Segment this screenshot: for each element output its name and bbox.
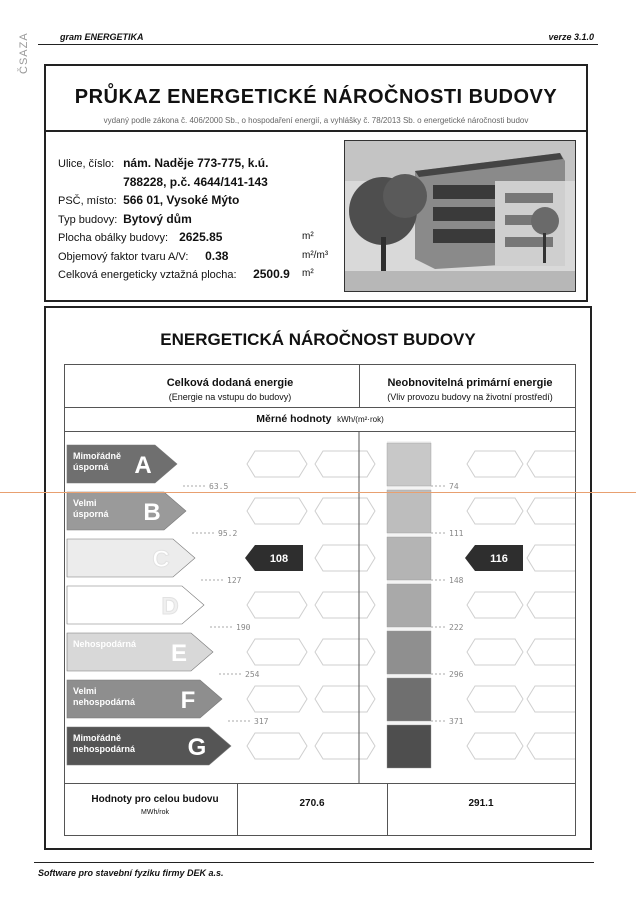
placeholder-arrow-c2 [467,498,523,524]
primary-scale-segment-d [387,584,431,627]
energy-performance-box [44,306,592,850]
building-info [58,154,329,284]
factor-unit: m²/m³ [302,249,329,261]
street-label: Ulice, číslo: [58,158,115,170]
class-letter-c: C [152,546,170,573]
placeholder-arrow-c2 [527,545,575,571]
program-name: gram ENERGETIKA [60,32,144,42]
ref-row [58,265,314,284]
specific-label: Měrné hodnoty [256,413,332,425]
placeholder-arrow-c2 [467,451,523,477]
totals-row [65,783,575,836]
class-label2-f: nehospodárná [73,697,136,707]
primary-energy-value: 116 [490,553,508,565]
ref-unit: m² [302,268,314,279]
scan-artifact-line [0,492,636,493]
totals-divider-2 [387,784,388,836]
energy-scale-chart [65,365,575,783]
threshold-label-c2: 371 [449,717,464,726]
class-label-f: Velmi [73,686,97,696]
placeholder-arrow-c2 [467,733,523,759]
psc-label: PSČ, místo: [58,195,117,207]
class-label-e: Nehospodárná [73,639,137,649]
psc-value: 566 01, Vysoké Mýto [123,193,240,207]
document-subtitle: vydaný podle zákona č. 406/2000 Sb., o hospodaření energií, a vyhlášky č. 78/2013 Sb. o energetické náročnosti budov [103,116,529,125]
col2-title: Neobnovitelná primární energie [387,377,553,389]
placeholder-arrow-c1 [315,451,375,477]
primary-scale-segment-g [387,725,431,768]
class-label-b: Velmi [73,498,97,508]
placeholder-arrow-c1 [247,592,307,618]
area-value: 2625.85 [179,230,223,244]
delivered-energy-value: 108 [269,553,289,565]
placeholder-arrow-c2 [527,733,575,759]
total-primary-energy: 291.1 [468,798,494,809]
footer-divider [34,862,594,863]
ref-label: Celková energeticky vztažná plocha: [58,269,237,281]
street-value-2: 788228, p.č. 4644/141-143 [123,174,268,189]
class-letter-f: F [180,687,196,714]
class-letter-a: A [134,452,152,479]
placeholder-arrow-c1 [315,592,375,618]
threshold-label-c2: 148 [449,576,464,585]
totals-unit: MWh/rok [141,809,169,816]
total-delivered-energy: 270.6 [299,798,325,809]
area-row [58,228,314,247]
placeholder-arrow-c1 [247,639,307,665]
placeholder-arrow-c2 [467,639,523,665]
placeholder-arrow-c1 [315,498,375,524]
placeholder-arrow-c2 [527,498,575,524]
placeholder-arrow-c2 [527,592,575,618]
building-info-box [44,130,588,302]
threshold-label-c1: 190 [236,623,251,632]
area-label: Plocha obálky budovy: [58,232,169,244]
placeholder-arrow-c1 [247,686,307,712]
factor-label: Objemový faktor tvaru A/V: [58,250,189,263]
ref-value: 2500.9 [253,267,290,281]
totals-divider-1 [237,784,238,836]
footer-text: Software pro stavební fyziku firmy DEK a.s. [38,868,224,878]
threshold-label-c2: 222 [449,623,464,632]
psc-row [58,191,290,210]
class-letter-g: G [187,734,207,761]
specific-unit: kWh/(m²·rok) [337,415,384,424]
class-label2-g: nehospodárná [73,744,136,754]
energy-title: ENERGETICKÁ NÁROČNOST BUDOVY [160,330,476,349]
col1-subtitle: (Energie na vstupu do budovy) [168,392,292,402]
placeholder-arrow-c2 [467,592,523,618]
class-label2-b: úsporná [73,509,109,519]
primary-scale-segment-a [387,443,431,486]
primary-scale-segment-e [387,631,431,674]
title-box [44,64,588,132]
placeholder-arrow-c1 [247,733,307,759]
placeholder-arrow-c1 [315,639,375,665]
threshold-label-c1: 63.5 [209,482,229,491]
threshold-label-c2: 74 [449,482,459,491]
class-letter-d: D [161,593,179,620]
threshold-label-c1: 317 [254,717,269,726]
class-arrow-d [67,586,204,624]
primary-scale-segment-f [387,678,431,721]
totals-label: Hodnoty pro celou budovu [91,794,219,805]
col1-title: Celková dodaná energie [166,377,294,389]
primary-scale-segment-c [387,537,431,580]
placeholder-arrow-c2 [527,451,575,477]
threshold-label-c2: 296 [449,670,464,679]
type-value: Bytový dům [123,211,192,226]
primary-scale-segment-b [387,490,431,533]
class-letter-b: B [143,499,161,526]
class-label-a: Mimořádně [73,451,122,461]
street-row-2 [58,173,290,192]
version-label: verze 3.1.0 [548,32,594,42]
building-photo-image [345,141,575,291]
placeholder-arrow-c2 [527,686,575,712]
class-label-g: Mimořádně [73,733,122,743]
placeholder-arrow-c1 [315,686,375,712]
handwritten-note: ČSAZA [18,32,30,74]
type-label: Typ budovy: [58,213,118,226]
energy-table [64,364,576,836]
threshold-label-c1: 254 [245,670,260,679]
placeholder-arrow-c2 [527,639,575,665]
factor-row [58,247,329,266]
class-letter-e: E [170,640,188,667]
type-row [58,210,290,229]
col2-subtitle: (Vliv provozu budovy na životní prostředí) [387,392,553,402]
class-label2-a: úsporná [73,462,109,472]
placeholder-arrow-c2 [467,686,523,712]
threshold-label-c2: 111 [449,529,464,538]
placeholder-arrow-c1 [247,498,307,524]
threshold-label-c1: 95.2 [218,529,238,538]
street-row [58,154,290,173]
header-divider [38,44,598,45]
class-arrow-c [67,539,195,577]
placeholder-arrow-c1 [247,451,307,477]
placeholder-arrow-c1 [315,545,375,571]
placeholder-arrow-c1 [315,733,375,759]
building-photo [344,140,576,292]
street-value: nám. Naděje 773-775, k.ú. [123,156,269,170]
area-unit: m² [302,231,314,242]
document-title: PRŮKAZ ENERGETICKÉ NÁROČNOSTI BUDOVY [74,86,558,108]
factor-value: 0.38 [205,248,229,263]
threshold-label-c1: 127 [227,576,242,585]
